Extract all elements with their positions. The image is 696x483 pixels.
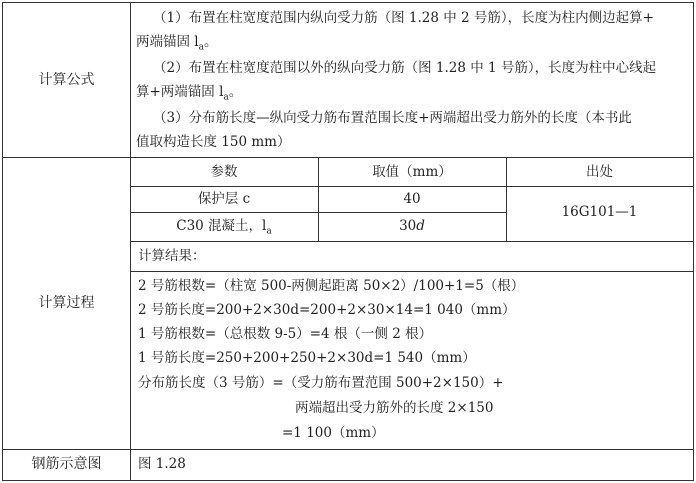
result-line-7: =1 100（mm） (282, 425, 385, 441)
value-anchorage: 30d (399, 218, 425, 234)
row-divider-process (3, 449, 693, 450)
process-label: 计算过程 (38, 295, 95, 311)
formula-item-2-line-2: 算+两端锚固 $l_a$。 (136, 84, 243, 103)
formula-item-3-line-2: 值取构造长度 150 mm） (136, 134, 291, 150)
calculation-table (2, 2, 694, 481)
results-label-divider (130, 271, 693, 272)
diagram-label: 钢筋示意图 (31, 456, 102, 472)
row-divider-formula (3, 157, 693, 158)
formula-item-2-line-1: （2）布置在柱宽度范围以外的纵向受力筋（图 1.28 中 1 号筋），长度为柱中心线起 (153, 60, 657, 76)
formula-item-3-line-1: （3）分布筋长度—纵向受力筋布置范围长度+两端超出受力筋外的长度（本书此 (153, 110, 632, 126)
result-line-1: 2 号筋根数=（柱宽 500-两侧起距离 50×2）/100+1=5（根） (138, 278, 525, 294)
result-line-4: 1 号筋长度=250+200+250+2×30d=1 540（mm） (138, 350, 476, 366)
label-column-divider (130, 3, 131, 480)
param-table-bottom (130, 241, 693, 242)
header-value: 取值（mm） (372, 164, 452, 180)
header-source: 出处 (586, 164, 613, 180)
formula-item-1-line-2: 两端锚固 $l_a$。 (136, 34, 218, 53)
result-line-6: 两端超出受力筋外的长度 2×150 (295, 400, 494, 416)
formula-item-1-line-1: （1）布置在柱宽度范围内纵向受力筋（图 1.28 中 2 号筋），长度为柱内侧边起算+ (153, 10, 654, 26)
header-param: 参数 (210, 164, 238, 180)
diagram-reference: 图 1.28 (138, 456, 186, 472)
result-line-5: 分布筋长度（3 号筋）=（受力筋布置范围 500+2×150）+ (138, 375, 504, 391)
result-line-3: 1 号筋根数=（总根数 9-5）=4 根（一侧 2 根） (138, 326, 433, 342)
param-concrete: C30 混凝土，$l_a$ (176, 218, 272, 237)
result-line-2: 2 号筋长度=200+2×30d=200+2×30×14=1 040（mm） (138, 302, 516, 318)
results-label: 计算结果： (138, 248, 206, 264)
source-reference: 16G101—1 (561, 204, 638, 220)
param-cover: 保护层 c (197, 191, 251, 207)
value-cover: 40 (403, 191, 421, 207)
param-header-divider (130, 186, 693, 187)
formula-label: 计算公式 (38, 72, 95, 88)
